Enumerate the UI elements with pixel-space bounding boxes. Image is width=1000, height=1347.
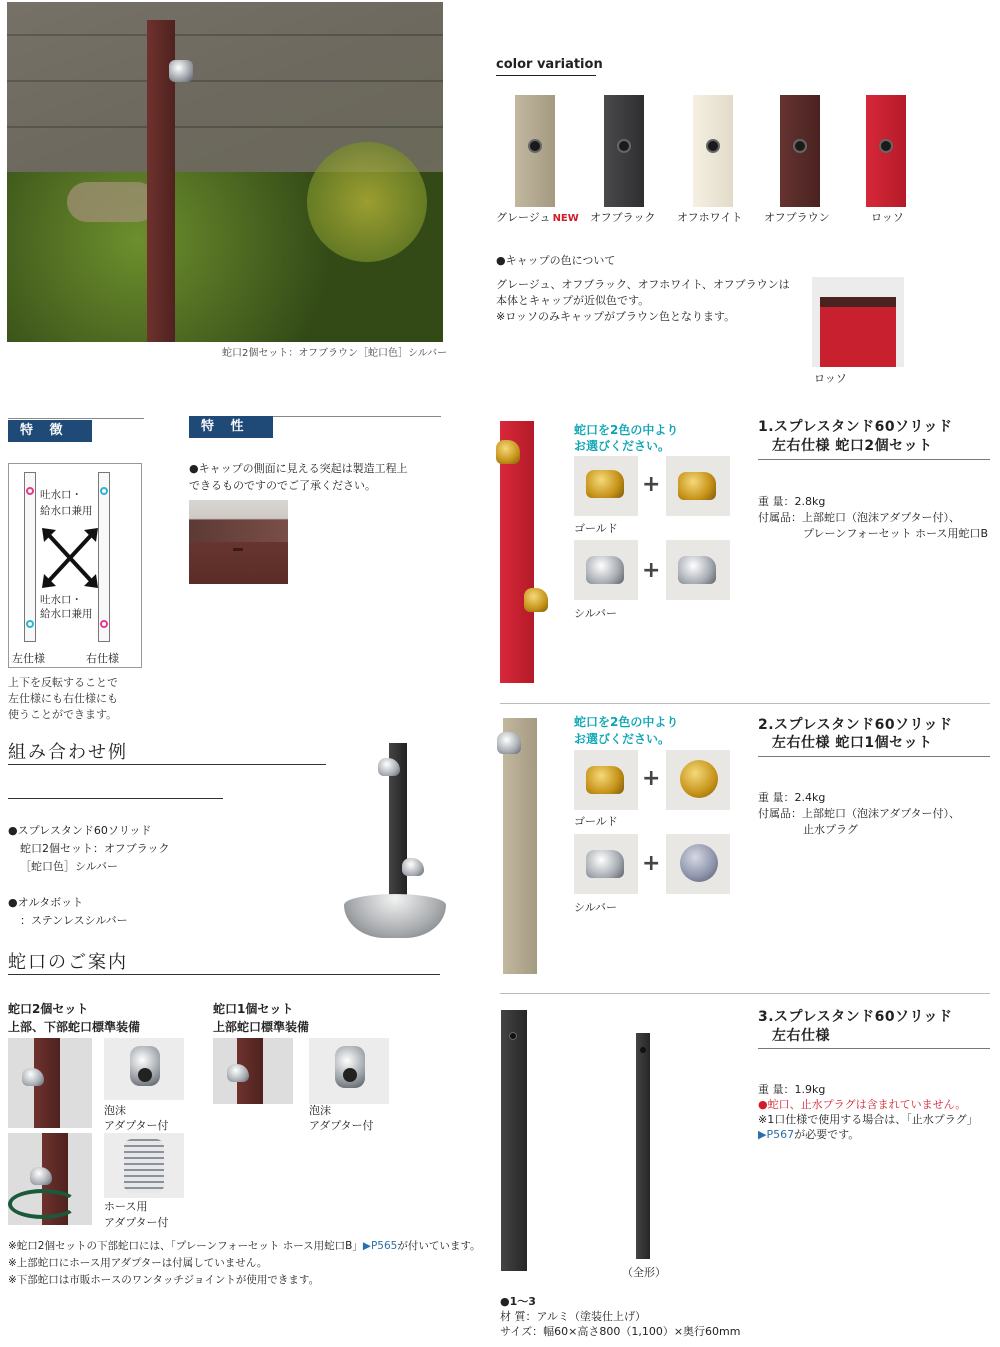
features-tag: 特 徴 <box>8 420 92 442</box>
foam-adapter-label-1: 泡沫 <box>104 1104 126 1117</box>
product1-gold-label: ゴールド <box>574 522 618 535</box>
product3-weight: 重 量：1.9kg <box>758 1083 826 1096</box>
product3-post <box>501 1010 527 1271</box>
plus-icon: + <box>642 472 661 497</box>
product1-divider <box>500 703 990 704</box>
spout-marker-blue-bottom <box>26 620 34 628</box>
product1-silver-lower-photo <box>666 540 730 600</box>
spout-marker-pink-top <box>26 487 34 495</box>
product1-gold-upper-photo <box>574 456 638 516</box>
spout-label-bottom-1: 吐水口・ <box>40 594 82 606</box>
combination-subrule <box>8 798 223 799</box>
spout-marker-pink-bottom <box>100 620 108 628</box>
product1-weight: 重 量：2.8kg <box>758 495 826 508</box>
foam-adapter-photo <box>104 1038 184 1100</box>
faucet-guide-note-2: ※上部蛇口にホース用アダプターは付属していません。 <box>8 1257 268 1269</box>
product2-choose-1: 蛇口を2色の中より <box>574 715 679 729</box>
color-variation-rule <box>496 75 596 76</box>
set1-title-2: 上部蛇口標準装備 <box>213 1020 310 1034</box>
product1-gold-lower-photo <box>666 456 730 516</box>
product2-gold-faucet-photo <box>574 750 638 810</box>
combination-rule <box>8 764 326 765</box>
spout-label-top-2: 給水口兼用 <box>40 505 93 517</box>
product1-silver-upper-photo <box>574 540 638 600</box>
p567-link[interactable]: ▶P567 <box>758 1128 795 1141</box>
product1-rule <box>758 459 990 460</box>
set2-lower-photo <box>8 1133 92 1225</box>
product2-accessories: 付属品：上部蛇口（泡沫アダプター付）、 <box>758 807 960 820</box>
cap-closeup-photo <box>189 500 288 584</box>
product1-faucet-bottom <box>524 588 548 612</box>
product2-choose-2: お選びください。 <box>574 732 671 746</box>
cap-color-title: ●キャップの色について <box>496 254 616 267</box>
rosso-cap-photo <box>812 277 904 367</box>
set1-foam-label-1: 泡沫 <box>309 1104 331 1117</box>
swatch-label-off-brown: オフブラウン <box>764 211 830 224</box>
cap-note-3: ※ロッソのみキャップがブラウン色となります。 <box>496 310 736 323</box>
combination-item2-1: ●オルタボット <box>8 896 84 909</box>
swatch-label-off-black: オフブラック <box>590 211 656 224</box>
swatch-label-grayge: グレージュ NEW <box>496 211 579 224</box>
characteristics-note-1: ●キャップの側面に見える突起は製造工程上 <box>189 462 408 475</box>
spec-title: ●1～3 <box>500 1295 536 1308</box>
hose-adapter-label-1: ホース用 <box>104 1200 148 1213</box>
swatch-off-black <box>604 95 644 207</box>
faucet-guide-rule <box>8 974 440 975</box>
combination-item1-2: 蛇口2個セット：オフブラック <box>20 842 170 855</box>
foam-adapter-label-2: アダプター付 <box>104 1119 169 1132</box>
product2-accessories-2: 止水プラグ <box>803 823 858 836</box>
swatch-rosso <box>866 95 906 207</box>
swatch-off-white <box>693 95 733 207</box>
hero-faucet <box>169 60 193 82</box>
characteristics-note-2: できるものですのでご了承ください。 <box>189 479 376 492</box>
combination-faucet-bottom <box>402 858 424 876</box>
cap-note-2: 本体とキャップが近似色です。 <box>496 294 650 307</box>
product1-accessories-2: プレーンフォーセット ホース用蛇口B <box>803 527 989 540</box>
hero-photo <box>7 2 443 342</box>
swap-arrows-icon <box>40 526 100 590</box>
product1-silver-label: シルバー <box>574 607 617 620</box>
product1-choose-1: 蛇口を2色の中より <box>574 423 679 437</box>
spec-material: 材 質：アルミ（塗装仕上げ） <box>500 1310 647 1323</box>
p565-link[interactable]: ▶P565 <box>362 1240 398 1252</box>
rosso-cap-label: ロッソ <box>814 372 847 385</box>
spout-label-bottom-2: 給水口兼用 <box>40 608 93 620</box>
faucet-guide-note-1: ※蛇口2個セットの下部蛇口には、「プレーンフォーセット ホース用蛇口B」▶P565が付いています。 <box>8 1240 481 1252</box>
set1-foam-label-2: アダプター付 <box>309 1119 374 1132</box>
swatch-label-rosso: ロッソ <box>871 211 904 224</box>
product1-title-2: 左右仕様 蛇口2個セット <box>772 438 933 454</box>
left-spec-post <box>24 472 36 642</box>
features-note-1: 上下を反転することで <box>8 676 118 689</box>
product3-title-2: 左右仕様 <box>772 1028 830 1044</box>
characteristics-tag: 特 性 <box>189 416 273 438</box>
product1-choose-2: お選びください。 <box>574 439 671 453</box>
spec-size: サイズ：幅60×高さ800（1,100）×奥行60mm <box>500 1325 741 1338</box>
product1-faucet-top <box>496 440 520 464</box>
product3-full-post <box>636 1033 650 1259</box>
color-variation-heading: color variation <box>496 57 603 72</box>
combination-item1-3: ［蛇口色］シルバー <box>20 860 118 873</box>
set2-upper-photo <box>8 1038 92 1128</box>
product3-rule <box>758 1048 990 1049</box>
set2-title-2: 上部、下部蛇口標準装備 <box>8 1020 141 1034</box>
hero-caption: 蛇口2個セット：オフブラウン［蛇口色］シルバー <box>222 348 448 359</box>
product2-rule <box>758 756 990 757</box>
combination-item2-2: ：ステンレスシルバー <box>20 914 128 927</box>
product1-accessories: 付属品：上部蛇口（泡沫アダプター付）、 <box>758 511 960 524</box>
product3-full-label: （全形） <box>622 1266 666 1279</box>
product1-title-1: 1.スプレスタンド60ソリッド <box>758 419 953 435</box>
plus-icon: + <box>642 851 661 876</box>
product2-title-2: 左右仕様 蛇口1個セット <box>772 735 933 751</box>
product2-post <box>503 718 537 974</box>
product2-weight: 重 量：2.4kg <box>758 791 826 804</box>
set1-upper-photo <box>213 1038 293 1104</box>
product3-note-3: ▶P567が必要です。 <box>758 1128 860 1141</box>
faucet-guide-heading: 蛇口のご案内 <box>8 952 128 973</box>
product2-silver-faucet-photo <box>574 834 638 894</box>
new-badge: NEW <box>552 213 579 224</box>
swatch-off-brown <box>780 95 820 207</box>
spout-label-top-1: 吐水口・ <box>40 489 82 501</box>
faucet-guide-note-3: ※下部蛇口は市販ホースのワンタッチジョイントが使用できます。 <box>8 1274 320 1286</box>
set1-foam-adapter-photo <box>309 1038 389 1104</box>
plus-icon: + <box>642 558 661 583</box>
set2-title-1: 蛇口2個セット <box>8 1002 89 1016</box>
product3-note-2: ※1口仕様で使用する場合は、「止水プラグ」 <box>758 1113 978 1126</box>
plus-icon: + <box>642 766 661 791</box>
features-note-3: 使うことができます。 <box>8 708 118 721</box>
features-rule <box>8 418 144 419</box>
set1-title-1: 蛇口1個セット <box>213 1002 294 1016</box>
right-spec-label: 右仕様 <box>86 652 119 665</box>
swatch-grayge <box>515 95 555 207</box>
spout-marker-blue-top <box>100 487 108 495</box>
features-note-2: 左仕様にも右仕様にも <box>8 692 118 705</box>
product2-silver-plug-photo <box>666 834 730 894</box>
product2-silver-label: シルバー <box>574 901 617 914</box>
hose-adapter-photo <box>104 1133 184 1198</box>
product2-divider <box>500 993 990 994</box>
hose-adapter-label-2: アダプター付 <box>104 1216 169 1229</box>
product2-title-1: 2.スプレスタンド60ソリッド <box>758 717 953 733</box>
product2-gold-label: ゴールド <box>574 815 618 828</box>
combination-item1-1: ●スプレスタンド60ソリッド <box>8 824 152 837</box>
product3-title-1: 3.スプレスタンド60ソリッド <box>758 1009 953 1025</box>
combination-basin <box>344 894 446 938</box>
product2-faucet <box>497 732 521 754</box>
product3-note-1: ●蛇口、止水プラグは含まれていません。 <box>758 1098 967 1111</box>
product2-gold-plug-photo <box>666 750 730 810</box>
combination-heading: 組み合わせ例 <box>8 742 128 763</box>
left-spec-label: 左仕様 <box>12 652 45 665</box>
cap-note-1: グレージュ、オフブラック、オフホワイト、オフブラウンは <box>496 278 790 291</box>
swatch-label-off-white: オフホワイト <box>677 211 743 224</box>
